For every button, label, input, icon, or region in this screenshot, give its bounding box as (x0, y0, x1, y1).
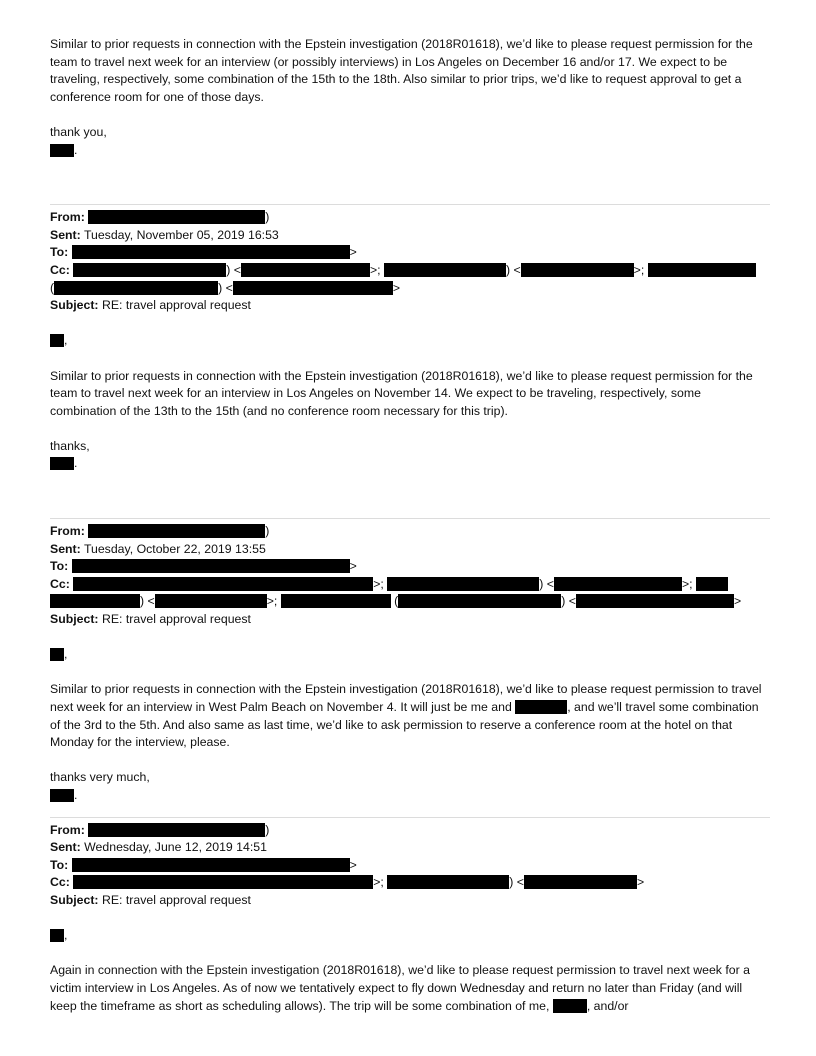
redaction (515, 700, 567, 714)
redaction (88, 823, 265, 837)
subject-line: Subject: RE: travel approval request (50, 612, 251, 627)
redaction (233, 281, 393, 295)
salutation: , (50, 332, 770, 350)
cc-line: Cc: >; ) < >; (50, 576, 770, 594)
to-line: To: > (50, 857, 357, 872)
subject-line: Subject: RE: travel approval request (50, 298, 251, 313)
redaction (155, 594, 267, 608)
email-header (50, 523, 770, 629)
email-header (50, 209, 770, 315)
redaction (72, 858, 350, 872)
separator (50, 817, 770, 818)
redaction (72, 559, 350, 573)
signature: . (50, 142, 770, 160)
from-line: From: ) (50, 210, 270, 225)
email-header (50, 822, 770, 910)
email-thread (50, 36, 770, 1015)
message-closing: thanks very much, (50, 770, 150, 785)
redaction (50, 334, 64, 347)
salutation: , (50, 927, 770, 945)
redaction (521, 263, 634, 277)
redaction (553, 999, 587, 1013)
separator (50, 518, 770, 519)
redaction (88, 210, 265, 224)
redaction (50, 789, 74, 802)
redaction (88, 524, 265, 538)
message-closing: thanks, (50, 438, 90, 453)
redaction (387, 875, 509, 889)
message-body: Similar to prior requests in connection with the Epstein investigation (2018R01618), we’d like to please request permission for the team to travel next week for an interview (or possibly interviews) in Los Angeles on December 16 and/or 17. We expect to be traveling, respectively, some combination of the 15th to the 18th. Also similar to prior trips, we’d like to request approval to get a conference room for one of those days. (50, 37, 753, 104)
redaction (50, 648, 64, 661)
to-line: To: > (50, 559, 357, 574)
message-closing: thank you, (50, 124, 107, 139)
redaction (696, 577, 728, 591)
redaction (50, 594, 140, 608)
redaction (50, 457, 74, 470)
redaction (50, 144, 74, 157)
subject-line: Subject: RE: travel approval request (50, 892, 251, 907)
message-body: Again in connection with the Epstein investigation (2018R01618), we’d like to please request permission to travel next week for a victim interview in Los Angeles. As of now we tentatively expect to fly down Wednesday and return no later than Friday (and will keep the timeframe as short as scheduling allows). The trip will be some combination of me, , and/or (50, 963, 750, 1013)
message-body: Similar to prior requests in connection with the Epstein investigation (2018R01618), we’d like to please request permission to travel next week for an interview in West Palm Beach on November 4. It will just be me and , and we’ll travel some combination of the 3rd to the 5th. And also same as last time, we’d like to ask permission to reserve a conference room at the hotel on that Monday for the interview, please. (50, 682, 762, 750)
redaction (648, 263, 756, 277)
signature: . (50, 455, 770, 473)
signature: . (50, 787, 770, 805)
redaction (576, 594, 734, 608)
redaction (524, 875, 637, 889)
redaction (554, 577, 682, 591)
from-line: From: ) (50, 524, 270, 539)
redaction (73, 577, 373, 591)
redaction (241, 263, 370, 277)
salutation: , (50, 646, 770, 664)
redaction (398, 594, 561, 608)
redaction (73, 875, 373, 889)
redaction (281, 594, 391, 608)
redaction (50, 929, 64, 942)
redaction (384, 263, 506, 277)
sent-line: Sent: Wednesday, June 12, 2019 14:51 (50, 840, 267, 855)
cc-line: Cc: >; ) < > (50, 875, 645, 890)
redaction (387, 577, 539, 591)
redaction (73, 263, 226, 277)
cc-line-cont: ) < >; ( ) < > (50, 593, 770, 611)
to-line: To: > (50, 245, 357, 260)
sent-line: Sent: Tuesday, October 22, 2019 13:55 (50, 541, 266, 556)
sent-line: Sent: Tuesday, November 05, 2019 16:53 (50, 227, 279, 242)
separator (50, 204, 770, 205)
cc-line: Cc: ) < >; ) < >; (50, 262, 770, 280)
redaction (72, 245, 350, 259)
from-line: From: ) (50, 822, 270, 837)
redaction (54, 281, 218, 295)
cc-line-cont: ( ) < > (50, 280, 400, 295)
message-body: Similar to prior requests in connection with the Epstein investigation (2018R01618), we’d like to please request permission for the team to travel next week for an interview in Los Angeles on November 14. We expect to be traveling, respectively, some combination of the 13th to the 15th (and no conference room necessary for this trip). (50, 368, 753, 418)
